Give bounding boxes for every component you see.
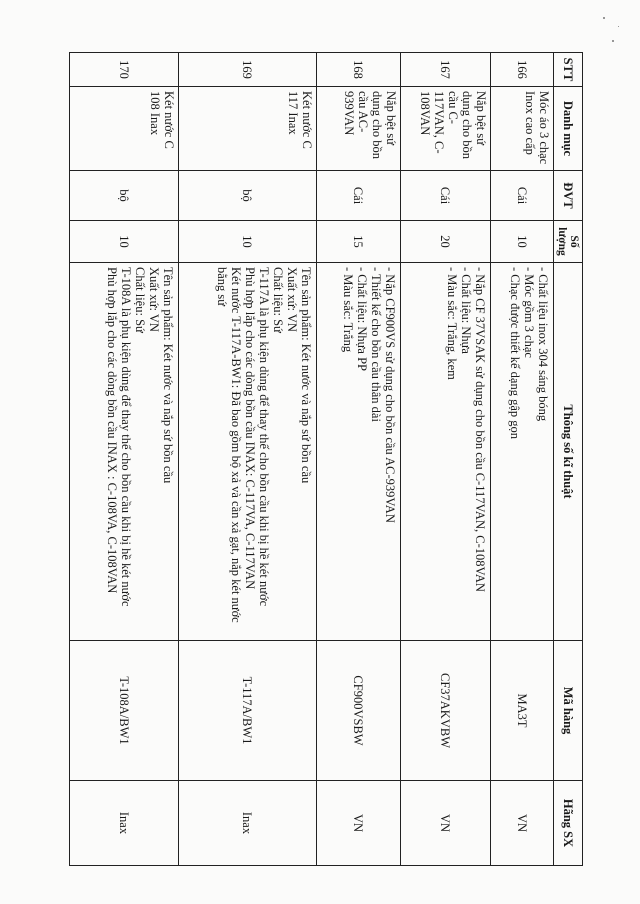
row-spec <box>401 263 491 641</box>
spec-line: Két nước T-117A-BW1: Đã bao gồm bộ xả và cần xả gạt, nắp két nước bằng sứ <box>215 267 243 623</box>
spec-line: Phù hợp lắp cho các dòng bồn cầu INAX: C-117VA, C-117VAN <box>243 267 257 590</box>
row-name: Nắp bệt sứ dụng cho bồn cầu AC-939VAN <box>317 87 401 171</box>
row-stt: 168 <box>317 53 401 87</box>
spec-line: Phù hợp lắp cho các dòng bồn cầu INAX : C-108VA, C-108VAN <box>105 267 119 594</box>
row-unit: Cái <box>401 171 491 221</box>
table-row <box>317 53 401 866</box>
speck <box>618 26 619 27</box>
row-stt: 169 <box>179 53 317 87</box>
row-name: Két nước C 117 Inax <box>179 87 317 171</box>
spec-line: - Thiết kế cho bồn cầu thân dài <box>369 267 383 422</box>
spec-line: - Chất liệu: Nhựa PP <box>355 267 369 371</box>
header-qty: Số lượng <box>554 221 583 263</box>
row-code: T-108A/BW1 <box>70 641 179 781</box>
spec-line: T-108A là phụ kiện dùng để thay thế cho bồn cầu khi bị hề két nước <box>119 267 133 607</box>
spec-line: T-117A là phụ kiện dùng để thay thế cho bồn cầu khi bị hề két nước <box>257 267 271 607</box>
row-spec <box>317 263 401 641</box>
row-spec <box>491 263 554 641</box>
spec-line: Chất liệu: Sứ <box>133 267 147 333</box>
row-name: Móc áo 3 chạc Inox cao cấp <box>491 87 554 171</box>
spec-line: Xuất xứ: VN <box>285 267 299 332</box>
row-unit: Cái <box>491 171 554 221</box>
table-row <box>70 53 179 866</box>
row-maker: Inax <box>70 781 179 866</box>
spec-line: Chất liệu: Sứ <box>271 267 285 333</box>
spec-line: - Chất liệu: Nhựa <box>459 267 473 354</box>
row-qty: 20 <box>401 221 491 263</box>
spec-line: Xuất xứ: VN <box>147 267 161 332</box>
row-name: Két nước C 108 Inax <box>70 87 179 171</box>
header-spec: Thông số kĩ thuật <box>554 263 583 641</box>
spec-line: - Nắp CF900VS sử dụng cho bồn cầu AC-939VAN <box>383 267 397 523</box>
row-spec <box>70 263 179 641</box>
speck <box>612 40 614 42</box>
row-name: Nắp bệt sứ dụng cho bồn cầu C-117VAN, C-108VAN <box>401 87 491 171</box>
row-qty: 10 <box>70 221 179 263</box>
header-unit: ĐVT <box>554 171 583 221</box>
spec-line: - Chạc được thiết kế dạng gập gọn <box>508 267 522 440</box>
spec-line: - Chất liệu inox 304 sáng bóng <box>536 267 550 422</box>
header-code: Mã hàng <box>554 641 583 781</box>
table-header-row <box>554 53 583 866</box>
row-maker: VN <box>491 781 554 866</box>
row-code: CF37AKVBW <box>401 641 491 781</box>
header-name: Danh mục <box>554 87 583 171</box>
row-spec <box>179 263 317 641</box>
row-stt: 170 <box>70 53 179 87</box>
spec-line: - Móc gồm 3 chạc <box>522 267 536 358</box>
spec-line: Tên sản phẩm: Két nước và nắp sứ bồn cầu <box>161 267 175 484</box>
spec-line: - Màu sắc: Trắng, kem <box>445 267 459 380</box>
row-qty: 10 <box>179 221 317 263</box>
row-maker: VN <box>317 781 401 866</box>
row-maker: Inax <box>179 781 317 866</box>
table-row <box>401 53 491 866</box>
row-code: CF900VSBW <box>317 641 401 781</box>
spec-table-sheet <box>70 52 583 865</box>
spec-line: - Màu sắc: Trắng <box>341 267 355 353</box>
header-maker: Hãng SX <box>554 781 583 866</box>
product-spec-table <box>69 52 583 866</box>
table-row <box>179 53 317 866</box>
row-qty: 15 <box>317 221 401 263</box>
row-code: MA3T <box>491 641 554 781</box>
row-stt: 166 <box>491 53 554 87</box>
spec-line: - Nắp CF 37VSAK sử dụng cho bồn cầu C-117VAN, C-108VAN <box>473 267 487 592</box>
row-unit: bộ <box>70 171 179 221</box>
table-row <box>491 53 554 866</box>
header-stt: STT <box>554 53 583 87</box>
speck <box>603 17 605 19</box>
spec-line: Tên sản phẩm: Két nước và nắp sứ bồn cầu <box>299 267 313 484</box>
row-qty: 10 <box>491 221 554 263</box>
row-unit: bộ <box>179 171 317 221</box>
row-stt: 167 <box>401 53 491 87</box>
row-maker: VN <box>401 781 491 866</box>
row-unit: Cái <box>317 171 401 221</box>
row-code: T-117A/BW1 <box>179 641 317 781</box>
